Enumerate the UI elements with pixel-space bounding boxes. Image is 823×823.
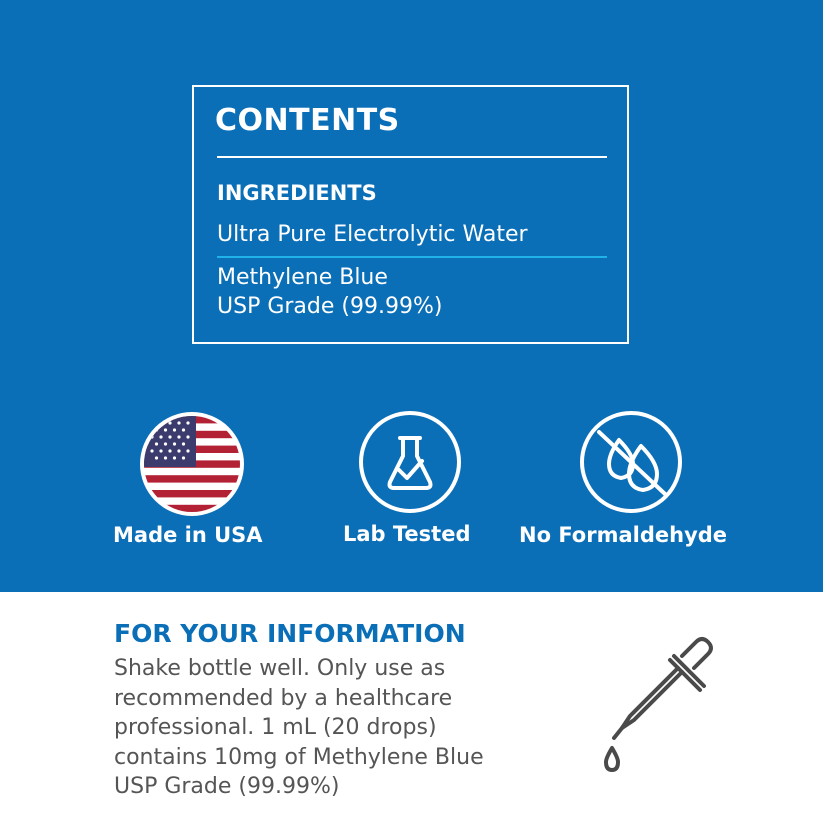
dropper-icon (596, 630, 724, 775)
info-text (114, 654, 554, 802)
contents-title: CONTENTS (215, 103, 400, 138)
ingredient-methylene-blue-grade: USP Grade (99.99%) (217, 294, 443, 319)
ingredient-divider (217, 256, 607, 258)
lab-flask-icon (358, 410, 462, 514)
us-flag-icon (140, 412, 244, 516)
ingredients-heading: INGREDIENTS (217, 181, 377, 205)
info-line: professional. 1 mL (20 drops) (114, 715, 437, 740)
info-line: contains 10mg of Methylene Blue (114, 744, 484, 770)
info-line: recommended by a healthcare (114, 685, 453, 711)
ingredient-water: Ultra Pure Electrolytic Water (217, 222, 528, 247)
no-formaldehyde-icon (579, 410, 683, 514)
info-line: USP Grade (99.99%) (114, 774, 340, 799)
badge-label-lab-tested: Lab Tested (343, 522, 471, 546)
badge-label-no-formaldehyde: No Formaldehyde (519, 523, 728, 547)
ingredient-methylene-blue (217, 263, 442, 321)
contents-divider (217, 156, 607, 158)
info-line: Shake bottle well. Only use as (114, 656, 446, 681)
info-title: FOR YOUR INFORMATION (114, 619, 466, 648)
ingredient-methylene-blue-name: Methylene Blue (217, 265, 388, 290)
badge-label-made-in-usa: Made in USA (113, 523, 263, 547)
